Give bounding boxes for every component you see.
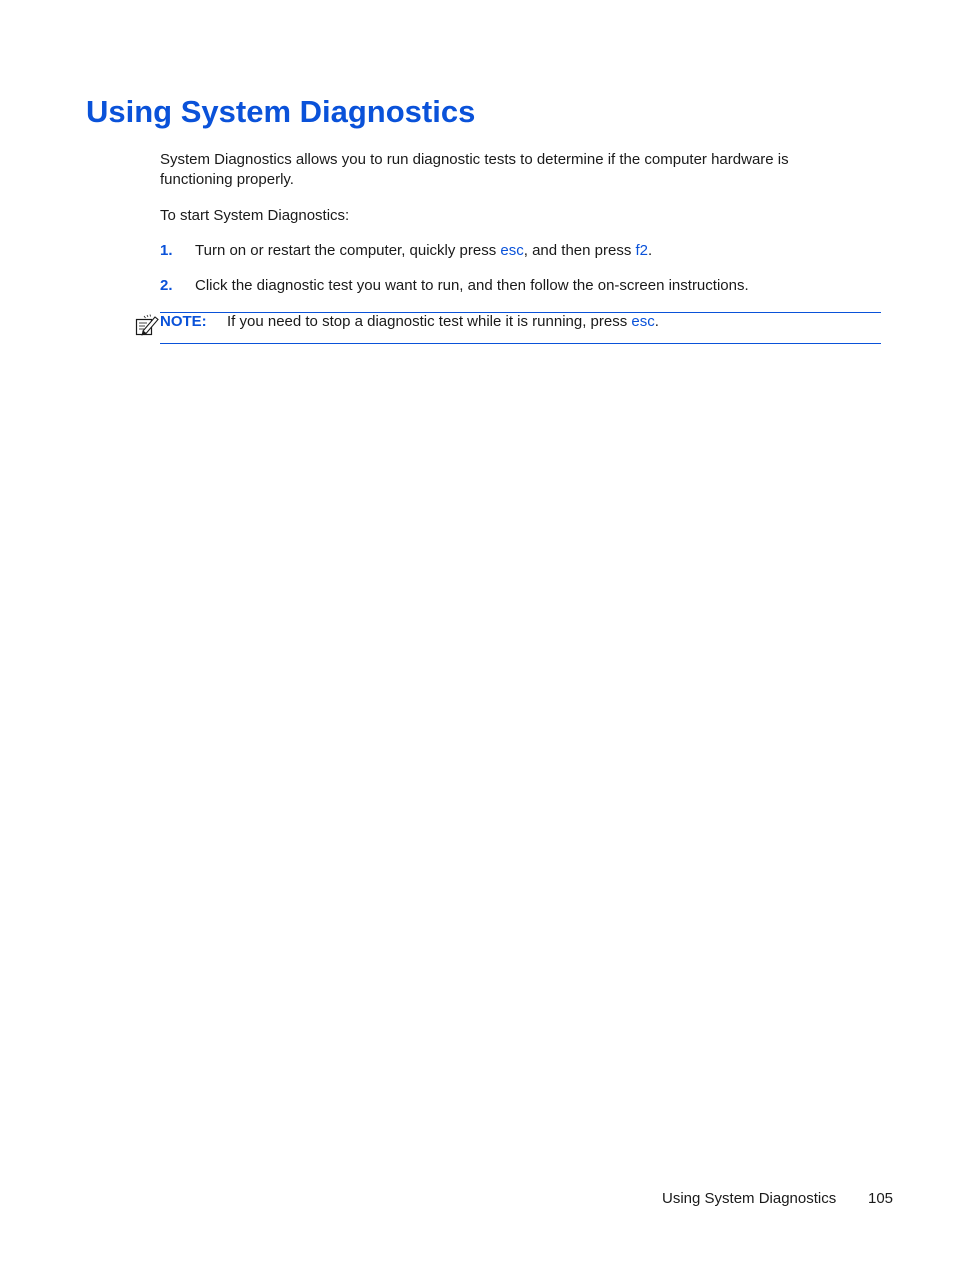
step-text-part: . xyxy=(648,242,653,259)
note-label: NOTE: xyxy=(160,313,207,330)
page-title: Using System Diagnostics xyxy=(86,94,476,129)
step-text-part: Turn on or restart the computer, quickly press xyxy=(195,242,501,259)
footer-section-title: Using System Diagnostics xyxy=(662,1190,837,1207)
step-number: 1. xyxy=(160,242,173,259)
step-number: 2. xyxy=(160,277,173,294)
start-instruction: To start System Diagnostics: xyxy=(160,207,350,224)
step-text-part: , and then press xyxy=(523,242,636,259)
note-pencil-icon xyxy=(135,314,159,336)
note-text-part: . xyxy=(654,313,659,330)
key-esc: esc xyxy=(500,242,524,259)
step-text xyxy=(195,241,652,261)
intro-paragraph: System Diagnostics allows you to run diagnostic tests to determine if the computer hardware is functioning properly. xyxy=(160,151,789,188)
note-text xyxy=(227,312,659,332)
footer-page-number: 105 xyxy=(868,1190,894,1207)
step-text: Click the diagnostic test you want to run, and then follow the on-screen instructions. xyxy=(195,277,749,294)
key-esc: esc xyxy=(631,313,655,330)
note-text-part: If you need to stop a diagnostic test while it is running, press xyxy=(227,313,632,330)
key-f2: f2 xyxy=(635,242,649,259)
